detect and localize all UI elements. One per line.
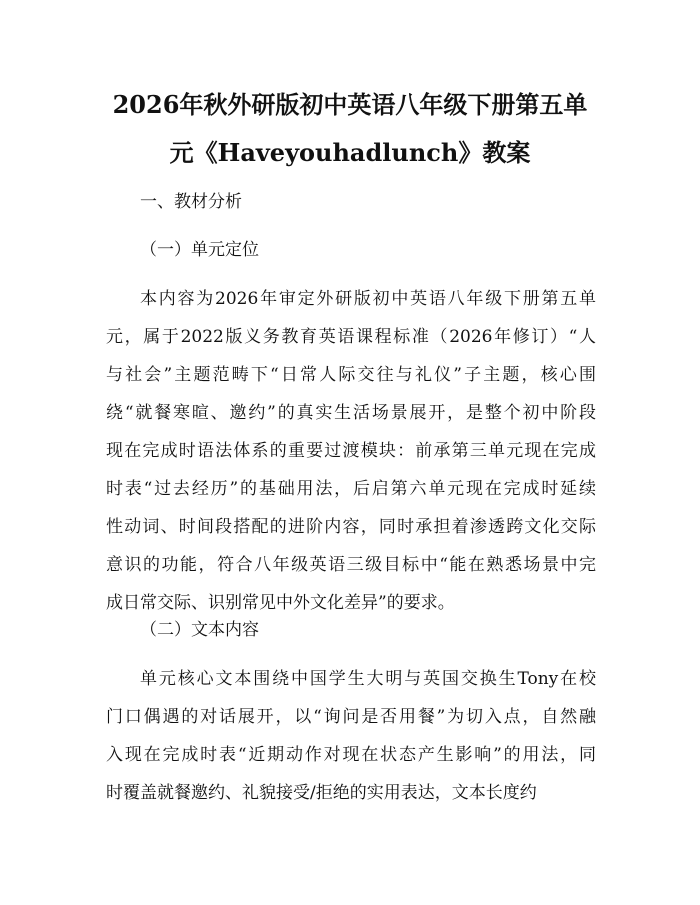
paragraph-line: 本内容为2026年审定外研版初中英语八年级下册第五单 [140, 289, 596, 309]
paragraph-line: 入现在完成时表“近期动作对现在状态产生影响”的用法，同 [106, 745, 596, 765]
paragraph-line: 现在完成时语法体系的重要过渡模块：前承第三单元现在完成 [106, 441, 596, 461]
subsection-heading-unit-positioning: （一）单元定位 [140, 240, 259, 260]
paragraph-line: 性动词、时间段搭配的进阶内容，同时承担着渗透跨文化交际 [106, 517, 596, 537]
paragraph-line: 成日常交际、识别常见中外文化差异”的要求。 [106, 593, 455, 613]
paragraph-line: 单元核心文本围绕中国学生大明与英国交换生Tony在校 [140, 669, 596, 689]
paragraph-text-content [106, 667, 596, 819]
subsection-heading-text-content: （二）文本内容 [140, 620, 259, 640]
document-title-line-2: 元《Haveyouhadlunch》教案 [169, 138, 531, 167]
paragraph-line: 意识的功能，符合八年级英语三级目标中“能在熟悉场景中完 [106, 555, 596, 575]
paragraph-line: 时覆盖就餐邀约、礼貌接受/拒绝的实用表达，文本长度约 [106, 783, 537, 803]
paragraph-line: 与社会”主题范畴下“日常人际交往与礼仪”子主题，核心围 [106, 365, 596, 385]
section-heading-textbook-analysis: 一、教材分析 [140, 192, 242, 212]
paragraph-unit-positioning [106, 287, 596, 629]
paragraph-line: 时表“过去经历”的基础用法，后启第六单元现在完成时延续 [106, 479, 596, 499]
document-title-line-1: 2026年秋外研版初中英语八年级下册第五单 [112, 90, 588, 119]
paragraph-line: 元，属于2022版义务教育英语课程标准（2026年修订）“人 [106, 327, 596, 347]
paragraph-line: 绕“就餐寒暄、邀约”的真实生活场景展开，是整个初中阶段 [106, 403, 596, 423]
paragraph-line: 门口偶遇的对话展开，以“询问是否用餐”为切入点，自然融 [106, 707, 596, 727]
